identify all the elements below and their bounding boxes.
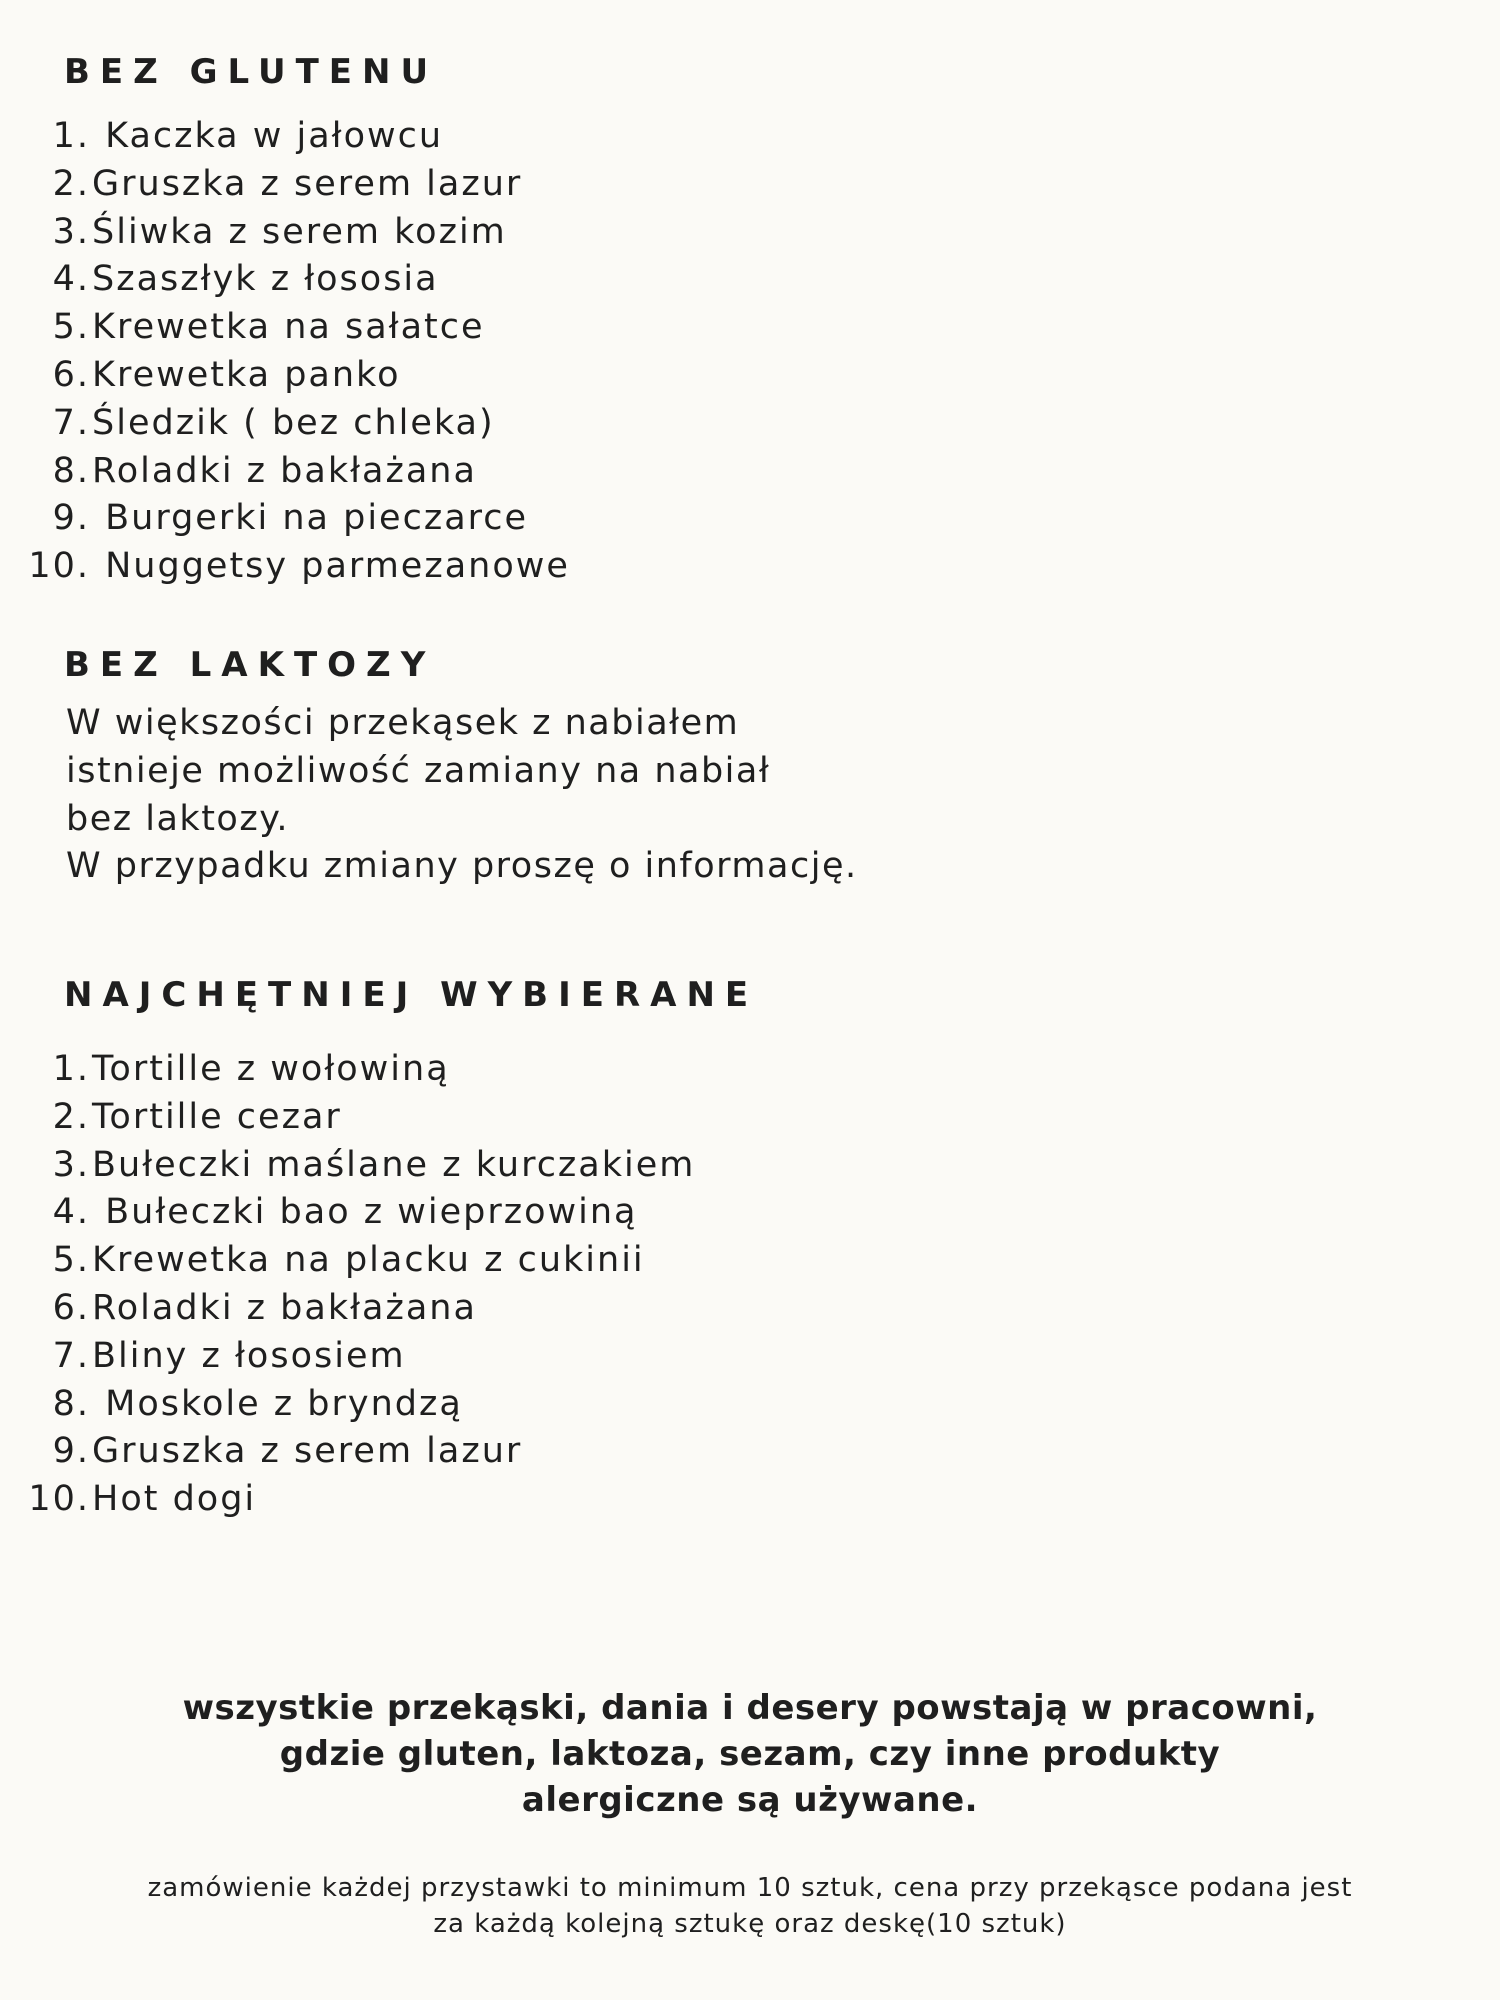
item-label: Bliny z łososiem: [92, 1335, 406, 1376]
item-number: 5.: [52, 1240, 90, 1281]
item-label: Nuggetsy parmezanowe: [92, 546, 570, 587]
most-chosen-title: NAJCHĘTNIEJ WYBIERANE: [64, 975, 759, 1015]
item-number: 7.: [52, 402, 90, 443]
item-number: 10.: [28, 1479, 90, 1520]
description-line: bez laktozy.: [66, 798, 290, 839]
item-label: Gruszka z serem lazur: [92, 1431, 523, 1472]
list-item: [0, 352, 570, 400]
list-item: [0, 448, 570, 496]
lactose-free-description: [66, 700, 858, 891]
notice-line: alergiczne są używane.: [521, 1780, 979, 1820]
gluten-free-title: BEZ GLUTENU: [64, 52, 439, 92]
list-item: [0, 1142, 695, 1190]
allergen-notice: [0, 1685, 1500, 1823]
item-label: Burgerki na pieczarce: [92, 498, 529, 539]
notice-line: gdzie gluten, laktoza, sezam, czy inne produkty: [279, 1734, 1221, 1774]
list-item: [0, 1094, 695, 1142]
list-item: [0, 543, 570, 591]
list-item: [0, 1476, 695, 1524]
list-item: [0, 400, 570, 448]
list-item: [0, 495, 570, 543]
item-label: Moskole z bryndzą: [92, 1383, 463, 1424]
list-item: [0, 1333, 695, 1381]
list-item: [0, 1046, 695, 1094]
order-note: [0, 1870, 1500, 1942]
item-number: 4.: [52, 1192, 90, 1233]
item-label: Tortille cezar: [92, 1096, 342, 1137]
item-number: 1.: [52, 116, 90, 156]
item-number: 7.: [52, 1335, 90, 1376]
item-number: 3.: [52, 211, 90, 252]
item-label: Roladki z bakłażana: [92, 450, 477, 491]
list-item: [0, 1381, 695, 1429]
item-number: 9.: [52, 498, 90, 539]
note-line: za każdą kolejną sztukę oraz deskę(10 sztuk): [433, 1909, 1067, 1939]
most-chosen-list: [0, 1046, 695, 1524]
description-line: istnieje możliwość zamiany na nabiał: [66, 750, 771, 791]
note-line: zamówienie każdej przystawki to minimum 10 sztuk, cena przy przekąsce podana jest: [147, 1873, 1353, 1903]
item-label: Tortille z wołowiną: [92, 1049, 450, 1089]
item-label: Krewetka na sałatce: [92, 307, 485, 348]
item-number: 6.: [52, 1287, 90, 1328]
list-item: [0, 209, 570, 257]
item-label: Bułeczki bao z wieprzowiną: [92, 1192, 638, 1233]
item-label: Śledzik ( bez chleka): [92, 402, 495, 443]
item-number: 8.: [52, 1383, 90, 1424]
list-item: [0, 1428, 695, 1476]
list-item: [0, 304, 570, 352]
item-label: Szaszłyk z łososia: [92, 259, 439, 300]
item-number: 2.: [52, 1096, 90, 1137]
item-number: 10.: [28, 546, 90, 587]
item-number: 8.: [52, 450, 90, 491]
list-item: [0, 256, 570, 304]
item-number: 9.: [52, 1431, 90, 1472]
gluten-free-list: [0, 113, 570, 591]
list-item: [0, 1189, 695, 1237]
item-number: 4.: [52, 259, 90, 300]
item-label: Gruszka z serem lazur: [92, 163, 523, 204]
list-item: [0, 1237, 695, 1285]
item-label: Roladki z bakłażana: [92, 1287, 477, 1328]
item-label: Krewetka na placku z cukinii: [92, 1240, 645, 1281]
description-line: W większości przekąsek z nabiałem: [66, 703, 740, 743]
item-label: Bułeczki maślane z kurczakiem: [92, 1144, 696, 1185]
item-number: 5.: [52, 307, 90, 348]
item-number: 2.: [52, 163, 90, 204]
item-number: 3.: [52, 1144, 90, 1185]
item-number: 6.: [52, 354, 90, 395]
lactose-free-title: BEZ LAKTOZY: [64, 645, 436, 685]
list-item: [0, 1285, 695, 1333]
item-label: Hot dogi: [92, 1479, 257, 1520]
item-label: Kaczka w jałowcu: [92, 116, 444, 156]
item-number: 1.: [52, 1049, 90, 1089]
description-line: W przypadku zmiany proszę o informację.: [66, 846, 858, 887]
item-label: Krewetka panko: [92, 354, 401, 395]
list-item: [0, 161, 570, 209]
item-label: Śliwka z serem kozim: [92, 211, 507, 252]
list-item: [0, 113, 570, 161]
notice-line: wszystkie przekąski, dania i desery powstają w pracowni,: [182, 1688, 1318, 1728]
